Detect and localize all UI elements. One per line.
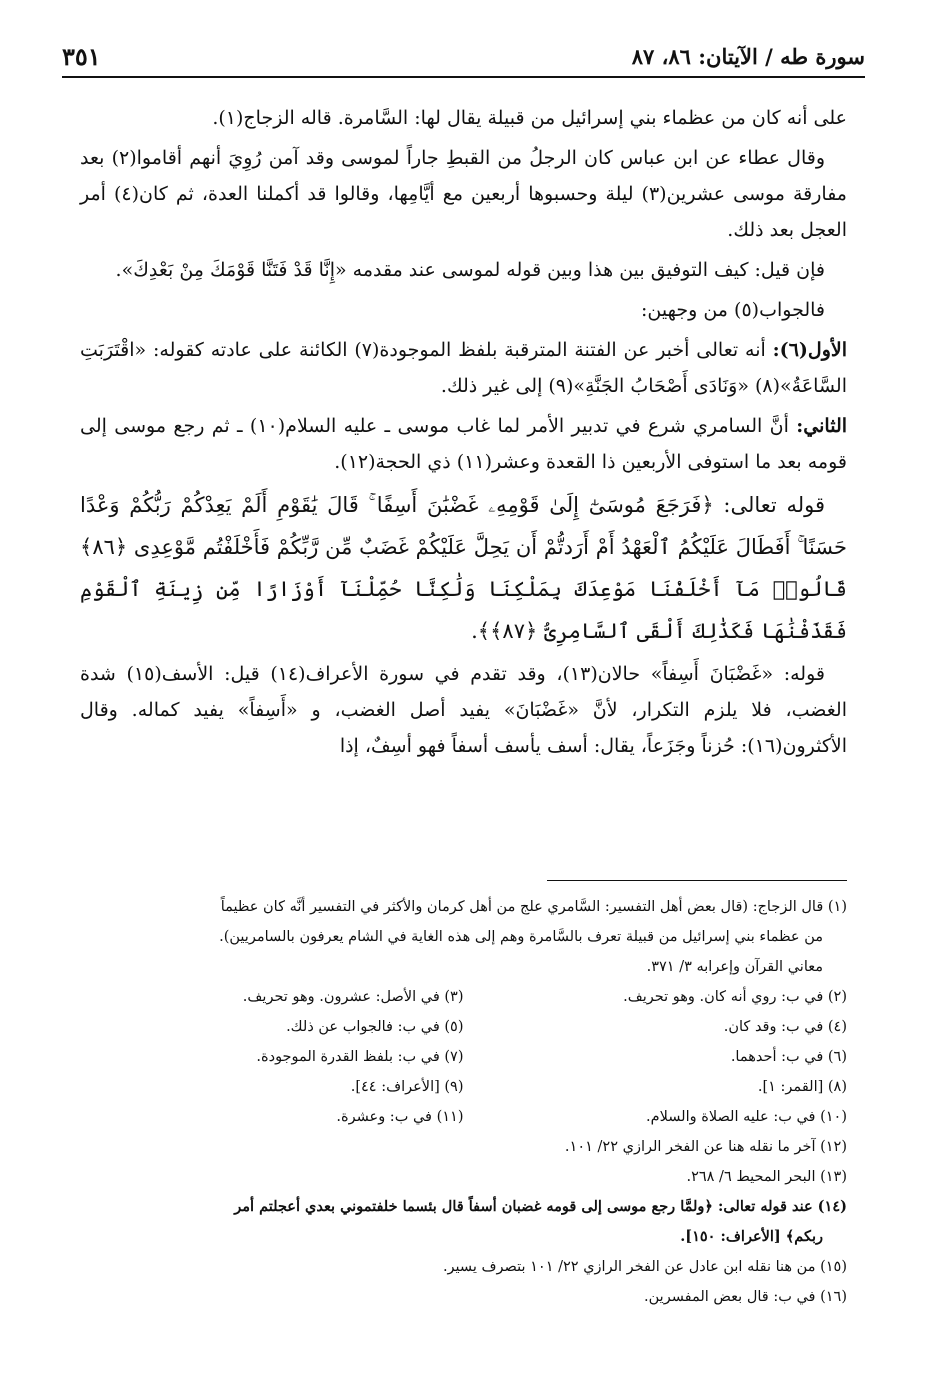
footnote-9: (٩) [الأعراف: ٤٤].: [350, 1079, 464, 1095]
footnote-14: (١٤) عند قوله تعالى: ﴿ولمَّا رجع موسى إلى قومه غضبان أسفاً قال بئسما خلفتموني بعدي أعجلتم أمر: [234, 1198, 847, 1215]
footnote-1-source: معاني القرآن وإعرابه ٣/ ٣٧١.: [646, 959, 823, 975]
paragraph-4: فالجواب(٥) من وجهين:: [641, 299, 825, 321]
footnote-15: (١٥) من هنا نقله ابن عادل عن الفخر الرازي ٢٢/ ١٠١ بتصرف يسير.: [442, 1259, 847, 1275]
footnote-5: (٥) في ب: فالجواب عن ذلك.: [286, 1019, 464, 1035]
running-header: [62, 36, 865, 78]
paragraph-5: [80, 332, 847, 404]
paragraph-3: فإن قيل: كيف التوفيق بين هذا وبين قوله لموسى عند مقدمه «إِنَّا قَدْ فَتَنَّا قَوْمَكَ مِنْ بَعْدِكَ».: [115, 259, 825, 281]
second-answer-label: الثاني:: [796, 415, 848, 437]
paragraph-2: وقال عطاء عن ابن عباس كان الرجلُ من القبطِ جاراً لموسى وقد آمن رُوِيَ أنهم أقاموا(٢) بعد مفارقة موسى عشرين(٣) ليلة وحسبوها أربعين مع أيَّامِها، وقالوا قد أكملنا العدة، ثم كان(٤) أمر العجل بعد ذلك.: [80, 147, 847, 241]
quran-verse: قوله تعالى: ﴿فَرَجَعَ مُوسَىٰٓ إِلَىٰ قَوْمِهِۦ غَضْبَٰنَ أَسِفًا ۚ قَالَ يَٰقَوْمِ أَلَمْ يَعِدْكُمْ رَبُّكُمْ وَعْدًا حَسَنًا ۚ أَفَطَالَ عَلَيْكُمُ ٱلْعَهْدُ أَمْ أَرَدتُّمْ أَن يَحِلَّ عَلَيْكُمْ غَضَبٌ مِّن رَّبِّكُمْ فَأَخْلَفْتُم مَّوْعِدِى ﴿٨٦﴾ قَالُوا۟ مَآ أَخْلَفْنَا مَوْعِدَكَ بِمَلْكِنَا وَلَٰكِنَّا حُمِّلْنَآ أَوْزَارًا مِّن زِينَةِ ٱلْقَوْمِ فَقَذَفْنَٰهَا فَكَذَٰلِكَ أَلْقَى ٱلسَّامِرِىُّ ﴿٨٧﴾﴾.: [80, 493, 847, 643]
footnote-8: (٨) [القمر: ١].: [757, 1079, 847, 1095]
header-title: سورة طه / الآيتان: ٨٦، ٨٧: [631, 43, 865, 69]
footnote-1-continued: من عظماء بني إسرائيل من قبيلة تعرف بالسَّامرة وهم إلى هذه الغاية في الشام يعرفون بالسامريين).: [219, 929, 823, 945]
footnote-row: [80, 1072, 847, 1102]
footnote-row: [80, 1102, 847, 1132]
page-number: ٣٥١: [62, 41, 101, 71]
footnote-2: (٢) في ب: روي أنه كان. وهو تحريف.: [623, 989, 847, 1005]
footnote-16: (١٦) في ب: قال بعض المفسرين.: [644, 1289, 847, 1305]
footnote-10: (١٠) في ب: عليه الصلاة والسلام.: [646, 1109, 847, 1125]
footnote-11: (١١) في ب: وعشرة.: [336, 1109, 464, 1125]
footnotes: [80, 892, 847, 1312]
paragraph-1: على أنه كان من عظماء بني إسرائيل من قبيلة يقال لها: السَّامرة. قاله الزجاج(١).: [212, 107, 847, 129]
paragraph-7: قوله: «غَضْبَانَ أَسِفاً» حالان(١٣)، وقد تقدم في سورة الأعراف(١٤) قيل: الأسف(١٥) شدة الغضب، فلا يلزم التكرار، لأنَّ «غَضْبَانَ» يفيد أصل الغضب، و «أَسِفاً» يفيد كماله. وقال الأكثرون(١٦): حُزناً وجَزَعاً، يقال: أسف يأسف أسفاً فهو أسِفٌ، إذا: [80, 663, 847, 757]
footnote-4: (٤) في ب: وقد كان.: [723, 1019, 847, 1035]
footnote-row: [80, 1012, 847, 1042]
footnote-6: (٦) في ب: أحدهما.: [730, 1049, 847, 1065]
first-answer-label: الأول(٦):: [772, 339, 847, 361]
first-answer-text: أنه تعالى أخبر عن الفتنة المترقبة بلفظ الموجودة(٧) الكائنة على عادته كقوله: «اقْتَرَبَتِ السَّاعَةُ»(٨) «وَنَادَى أَصْحَابُ الجَنَّةِ»(٩) إلى غير ذلك.: [80, 339, 847, 397]
footnote-14-continued: ربكم﴾ [الأعراف: ١٥٠].: [680, 1228, 823, 1245]
footnote-13: (١٣) البحر المحيط ٦/ ٢٦٨.: [686, 1169, 847, 1185]
second-answer-text: أنَّ السامري شرع في تدبير الأمر لما غاب موسى ـ عليه السلام(١٠) ـ ثم رجع موسى إلى قومه بعد ما استوفى الأربعين ذا القعدة وعشر(١١) ذي الحجة(١٢).: [80, 415, 847, 473]
paragraph-6: [80, 408, 847, 480]
footnote-7: (٧) في ب: بلفظ القدرة الموجودة.: [256, 1049, 464, 1065]
footnote-12: (١٢) آخر ما نقله هنا عن الفخر الرازي ٢٢/ ١٠١.: [564, 1139, 847, 1155]
footnote-separator: [547, 880, 847, 881]
footnote-row: [80, 982, 847, 1012]
footnote-1: (١) قال الزجاج: (قال بعض أهل التفسير: السَّامري علج من أهل كرمان والأكثر في التفسير أنَّه كان عظيماً: [220, 899, 847, 915]
footnote-3: (٣) في الأصل: عشرون. وهو تحريف.: [242, 989, 464, 1005]
footnote-row: [80, 1042, 847, 1072]
main-text: [80, 100, 847, 768]
